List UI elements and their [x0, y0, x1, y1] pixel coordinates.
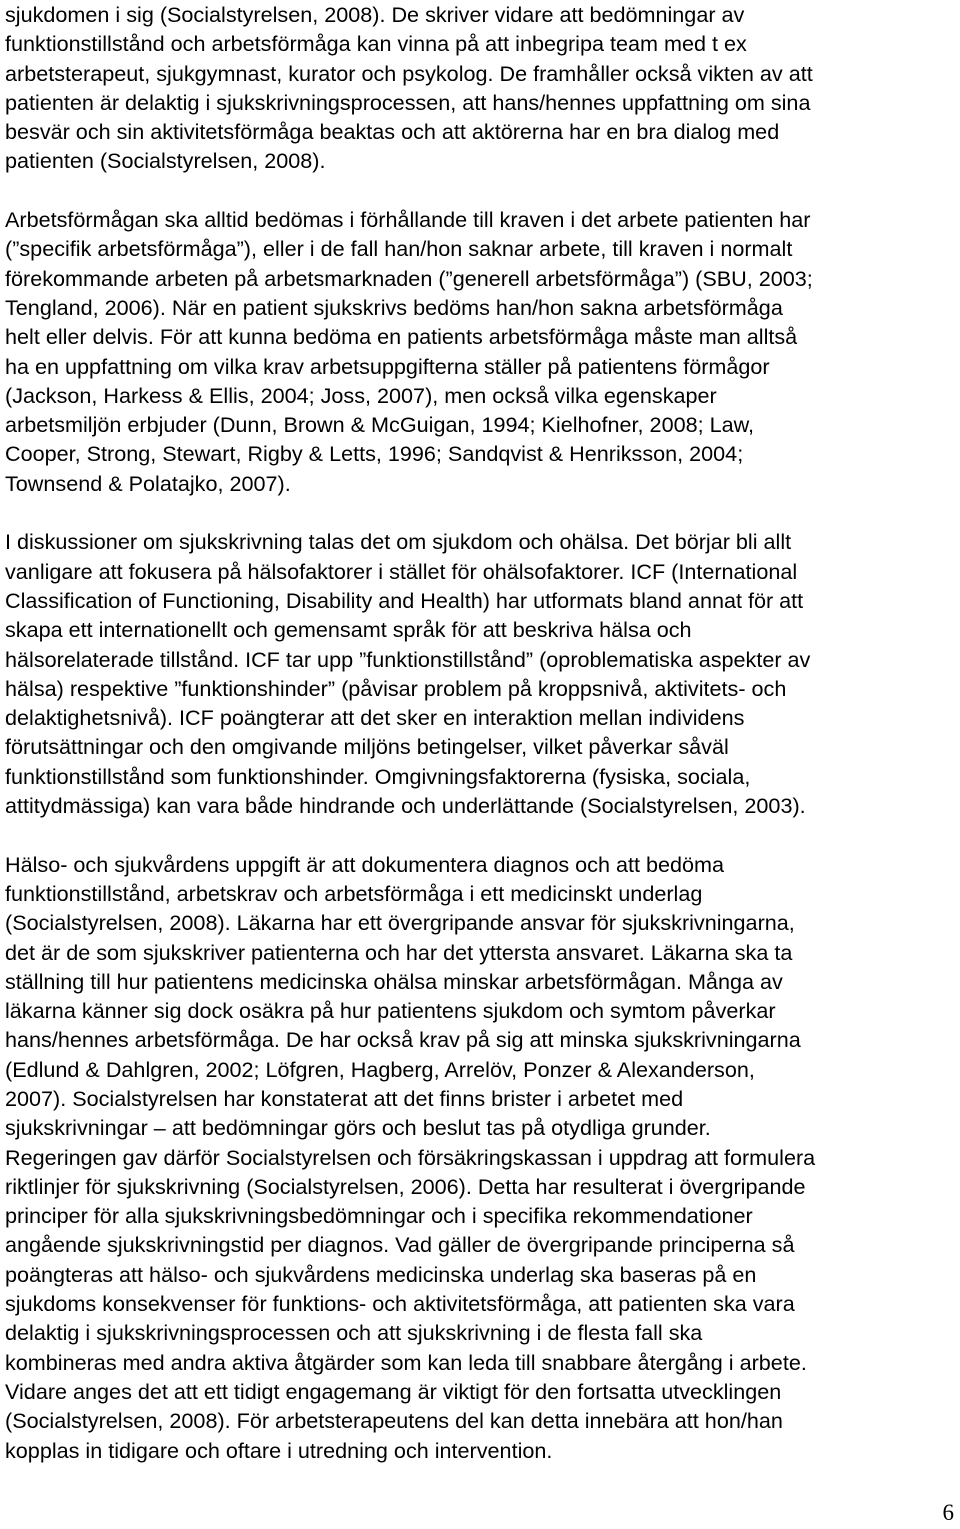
document-body — [5, 0, 960, 1465]
text-line: ställning till hur patientens medicinska ohälsa minskar arbetsförmågan. Många av — [5, 968, 783, 994]
text-line: Cooper, Strong, Stewart, Rigby & Letts, 1996; Sandqvist & Henriksson, 2004; — [5, 441, 744, 467]
text-line: (Edlund & Dahlgren, 2002; Löfgren, Hagberg, Arrelöv, Ponzer & Alexanderson, — [5, 1056, 755, 1082]
text-line: Arbetsförmågan ska alltid bedömas i förhållande till kraven i det arbete patienten har — [5, 207, 811, 233]
text-line: arbetsmiljön erbjuder (Dunn, Brown & McGuigan, 1994; Kielhofner, 2008; Law, — [5, 412, 755, 438]
paragraph-gap — [5, 176, 960, 205]
text-line: Vidare anges det att ett tidigt engagemang är viktigt för den fortsatta utvecklingen — [5, 1378, 782, 1404]
text-line: (Jackson, Harkess & Ellis, 2004; Joss, 2007), men också vilka egenskaper — [5, 382, 717, 408]
paragraph — [5, 0, 960, 176]
text-line: Regeringen gav därför Socialstyrelsen och försäkringskassan i uppdrag att formulera — [5, 1144, 816, 1170]
paragraph — [5, 205, 960, 498]
text-line: sjukdoms konsekvenser för funktions- och aktivitetsförmåga, att patienten ska vara — [5, 1291, 795, 1317]
text-line: funktionstillstånd och arbetsförmåga kan vinna på att inbegripa team med t ex — [5, 31, 747, 57]
text-line: förekommande arbeten på arbetsmarknaden (”generell arbetsförmåga”) (SBU, 2003; — [5, 265, 813, 291]
text-line: hans/hennes arbetsförmåga. De har också krav på sig att minska sjukskrivningarna — [5, 1027, 801, 1053]
paragraph-gap — [5, 820, 960, 849]
text-line: delaktig i sjukskrivningsprocessen och att sjukskrivning i de flesta fall ska — [5, 1320, 703, 1346]
text-line: delaktighetsnivå). ICF poängterar att det sker en interaktion mellan individens — [5, 705, 745, 731]
paragraph — [5, 527, 960, 820]
text-line: ha en uppfattning om vilka krav arbetsuppgifterna ställer på patientens förmågor — [5, 353, 770, 379]
text-line: läkarna känner sig dock osäkra på hur patientens sjukdom och symtom påverkar — [5, 998, 776, 1024]
text-line: 2007). Socialstyrelsen har konstaterat att det finns brister i arbetet med — [5, 1085, 684, 1111]
text-line: sjukdomen i sig (Socialstyrelsen, 2008). De skriver vidare att bedömningar av — [5, 2, 745, 27]
text-line: arbetsterapeut, sjukgymnast, kurator och psykolog. De framhåller också vikten av att — [5, 60, 813, 86]
text-line: (Socialstyrelsen, 2008). För arbetsterapeutens del kan detta innebära att hon/han — [5, 1408, 783, 1434]
text-line: funktionstillstånd som funktionshinder. Omgivningsfaktorerna (fysiska, sociala, — [5, 763, 751, 789]
text-line: kopplas in tidigare och oftare i utredning och intervention. — [5, 1437, 553, 1463]
text-line: Townsend & Polatajko, 2007). — [5, 470, 291, 496]
text-line: kombineras med andra aktiva åtgärder som kan leda till snabbare återgång i arbete. — [5, 1349, 807, 1375]
paragraph — [5, 850, 960, 1465]
text-line: riktlinjer för sjukskrivning (Socialstyrelsen, 2006). Detta har resulterat i övergripande — [5, 1173, 806, 1199]
text-line: sjukskrivningar – att bedömningar görs och beslut tas på otydliga grunder. — [5, 1115, 711, 1141]
text-line: hälsorelaterade tillstånd. ICF tar upp ”funktionstillstånd” (oproblematiska aspekter av — [5, 646, 811, 672]
text-line: poängteras att hälso- och sjukvårdens medicinska underlag ska baseras på en — [5, 1261, 757, 1287]
text-line: Classification of Functioning, Disability and Health) har utformats bland annat för att — [5, 587, 804, 613]
text-line: Hälso- och sjukvårdens uppgift är att dokumentera diagnos och att bedöma — [5, 851, 725, 877]
text-line: attitydmässiga) kan vara både hindrande och underlättande (Socialstyrelsen, 2003). — [5, 793, 806, 819]
text-line: principer för alla sjukskrivningsbedömningar och i specifika rekommendationer — [5, 1203, 753, 1229]
text-line: (Socialstyrelsen, 2008). Läkarna har ett övergripande ansvar för sjukskrivningarna, — [5, 910, 795, 936]
text-line: förutsättningar och den omgivande miljöns betingelser, vilket påverkar såväl — [5, 734, 729, 760]
paragraph-gap — [5, 498, 960, 527]
text-line: besvär och sin aktivitetsförmåga beaktas och att aktörerna har en bra dialog med — [5, 119, 780, 145]
text-line: (”specifik arbetsförmåga”), eller i de fall han/hon saknar arbete, till kraven i normalt — [5, 236, 793, 262]
text-line: Tengland, 2006). När en patient sjukskrivs bedöms han/hon sakna arbetsförmåga — [5, 294, 783, 320]
text-line: funktionstillstånd, arbetskrav och arbetsförmåga i ett medicinskt underlag — [5, 880, 703, 906]
text-line: angående sjukskrivningstid per diagnos. Vad gäller de övergripande principerna så — [5, 1232, 795, 1258]
text-line: patienten (Socialstyrelsen, 2008). — [5, 148, 326, 174]
text-line: I diskussioner om sjukskrivning talas det om sjukdom och ohälsa. Det börjar bli allt — [5, 529, 792, 555]
text-line: patienten är delaktig i sjukskrivningsprocessen, att hans/hennes uppfattning om sina — [5, 89, 811, 115]
text-line: helt eller delvis. För att kunna bedöma en patients arbetsförmåga måste man alltså — [5, 324, 798, 350]
text-line: skapa ett internationellt och gemensamt språk för att beskriva hälsa och — [5, 617, 692, 643]
text-line: det är de som sjukskriver patienterna och har det yttersta ansvaret. Läkarna ska ta — [5, 939, 793, 965]
text-line: vanligare att fokusera på hälsofaktorer i stället för ohälsofaktorer. ICF (International — [5, 558, 798, 584]
page-number: 6 — [942, 1500, 954, 1525]
text-line: hälsa) respektive ”funktionshinder” (påvisar problem på kroppsnivå, aktivitets- och — [5, 675, 787, 701]
